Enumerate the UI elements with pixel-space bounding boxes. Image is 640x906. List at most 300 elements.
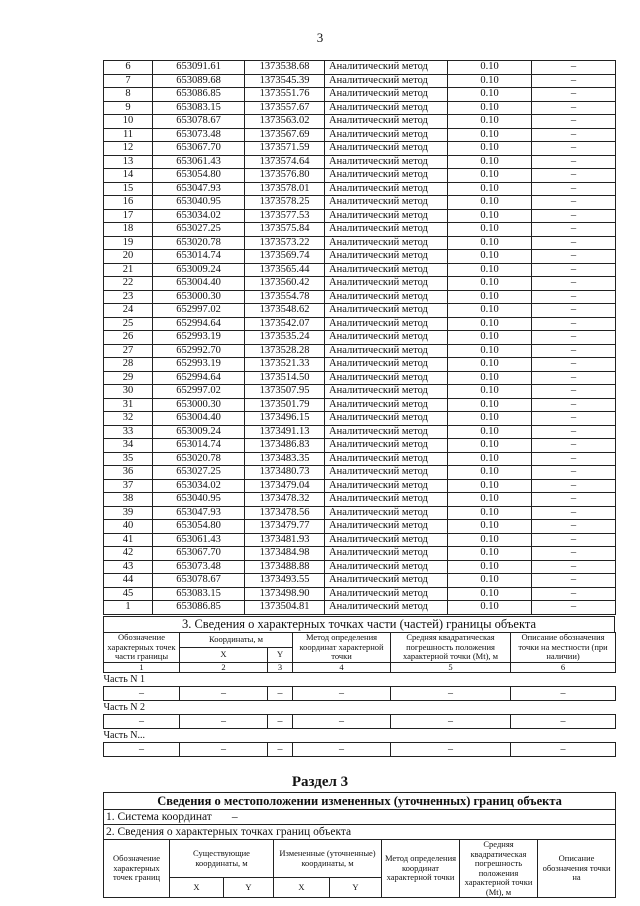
empty-value-cell: –: [511, 687, 616, 701]
description-cell: –: [532, 128, 616, 142]
y-coordinate-cell: 1373578.25: [245, 196, 325, 210]
y-coordinate-cell: 1373563.02: [245, 115, 325, 129]
y-coordinate-cell: 1373484.98: [245, 547, 325, 561]
s3-header-x: X: [170, 878, 224, 898]
method-cell: Аналитический метод: [325, 155, 448, 169]
point-number-cell: 31: [104, 398, 153, 412]
parts-header-x: X: [180, 647, 268, 662]
x-coordinate-cell: 652997.02: [153, 304, 245, 318]
method-cell: Аналитический метод: [325, 236, 448, 250]
method-cell: Аналитический метод: [325, 547, 448, 561]
description-cell: –: [532, 88, 616, 102]
x-coordinate-cell: 653040.95: [153, 196, 245, 210]
x-coordinate-cell: 653054.80: [153, 520, 245, 534]
part-empty-row: [104, 715, 616, 729]
description-cell: –: [532, 209, 616, 223]
part-label: Часть N 1: [104, 673, 616, 687]
point-number-cell: 30: [104, 385, 153, 399]
table-row: [104, 520, 616, 534]
y-coordinate-cell: 1373542.07: [245, 317, 325, 331]
description-cell: –: [532, 344, 616, 358]
accuracy-cell: 0.10: [448, 371, 532, 385]
part-label: Часть N 2: [104, 701, 616, 715]
method-cell: Аналитический метод: [325, 182, 448, 196]
accuracy-cell: 0.10: [448, 506, 532, 520]
y-coordinate-cell: 1373560.42: [245, 277, 325, 291]
method-cell: Аналитический метод: [325, 169, 448, 183]
point-number-cell: 40: [104, 520, 153, 534]
x-coordinate-cell: 653086.85: [153, 601, 245, 615]
parts-header-description: Описание обозначения точки на местности (при наличии): [511, 633, 616, 663]
y-coordinate-cell: 1373557.67: [245, 101, 325, 115]
table-row: [104, 371, 616, 385]
method-cell: Аналитический метод: [325, 506, 448, 520]
part-label: Часть N...: [104, 729, 616, 743]
y-coordinate-cell: 1373574.64: [245, 155, 325, 169]
parts-header-coords: Координаты, м: [180, 633, 293, 648]
point-number-cell: 23: [104, 290, 153, 304]
point-number-cell: 14: [104, 169, 153, 183]
point-number-cell: 7: [104, 74, 153, 88]
x-coordinate-cell: 653009.24: [153, 425, 245, 439]
table-row: [104, 128, 616, 142]
description-cell: –: [532, 398, 616, 412]
table-row: [104, 425, 616, 439]
x-coordinate-cell: 653004.40: [153, 412, 245, 426]
x-coordinate-cell: 653027.25: [153, 466, 245, 480]
accuracy-cell: 0.10: [448, 74, 532, 88]
point-number-cell: 13: [104, 155, 153, 169]
y-coordinate-cell: 1373486.83: [245, 439, 325, 453]
empty-value-cell: –: [180, 715, 268, 729]
y-coordinate-cell: 1373483.35: [245, 452, 325, 466]
empty-value-cell: –: [391, 715, 511, 729]
empty-value-cell: –: [104, 743, 180, 757]
y-coordinate-cell: 1373575.84: [245, 223, 325, 237]
y-coordinate-cell: 1373528.28: [245, 344, 325, 358]
table-row: [104, 587, 616, 601]
empty-value-cell: –: [180, 743, 268, 757]
characteristic-points-row: 2. Сведения о характерных точках границ объекта: [104, 825, 616, 840]
x-coordinate-cell: 653083.15: [153, 587, 245, 601]
parts-table: [103, 632, 616, 757]
accuracy-cell: 0.10: [448, 304, 532, 318]
empty-value-cell: –: [293, 743, 391, 757]
description-cell: –: [532, 74, 616, 88]
accuracy-cell: 0.10: [448, 209, 532, 223]
coordinate-system-label: 1. Система координат: [106, 811, 212, 823]
x-coordinate-cell: 653067.70: [153, 142, 245, 156]
description-cell: –: [532, 142, 616, 156]
description-cell: –: [532, 304, 616, 318]
table-row: [104, 479, 616, 493]
y-coordinate-cell: 1373478.56: [245, 506, 325, 520]
coordinate-system-value: –: [231, 811, 238, 823]
empty-value-cell: –: [268, 687, 293, 701]
point-number-cell: 33: [104, 425, 153, 439]
method-cell: Аналитический метод: [325, 439, 448, 453]
table-row: [104, 385, 616, 399]
table-row: [104, 196, 616, 210]
accuracy-cell: 0.10: [448, 466, 532, 480]
accuracy-cell: 0.10: [448, 88, 532, 102]
method-cell: Аналитический метод: [325, 263, 448, 277]
accuracy-cell: 0.10: [448, 115, 532, 129]
accuracy-cell: 0.10: [448, 533, 532, 547]
table-row: [104, 533, 616, 547]
table-row: [104, 601, 616, 615]
description-cell: –: [532, 520, 616, 534]
description-cell: –: [532, 452, 616, 466]
empty-value-cell: –: [511, 743, 616, 757]
method-cell: Аналитический метод: [325, 398, 448, 412]
accuracy-cell: 0.10: [448, 520, 532, 534]
method-cell: Аналитический метод: [325, 371, 448, 385]
y-coordinate-cell: 1373488.88: [245, 560, 325, 574]
coordinate-system-row: [104, 810, 616, 825]
description-cell: –: [532, 479, 616, 493]
empty-value-cell: –: [268, 715, 293, 729]
accuracy-cell: 0.10: [448, 182, 532, 196]
table-row: [104, 412, 616, 426]
parts-colnum: 4: [293, 662, 391, 673]
table-row: [104, 155, 616, 169]
method-cell: Аналитический метод: [325, 425, 448, 439]
description-cell: –: [532, 506, 616, 520]
section3-table-title: Сведения о местоположении измененных (уточненных) границ объекта: [104, 793, 616, 810]
point-number-cell: 17: [104, 209, 153, 223]
method-cell: Аналитический метод: [325, 128, 448, 142]
parts-header-designation: Обозначение характерных точек части границы: [104, 633, 180, 663]
point-number-cell: 42: [104, 547, 153, 561]
method-cell: Аналитический метод: [325, 533, 448, 547]
parts-colnum: 1: [104, 662, 180, 673]
parts-section-title: 3. Сведения о характерных точках части (частей) границы объекта: [103, 616, 615, 632]
table-row: [104, 493, 616, 507]
point-number-cell: 21: [104, 263, 153, 277]
accuracy-cell: 0.10: [448, 425, 532, 439]
x-coordinate-cell: 653000.30: [153, 398, 245, 412]
description-cell: –: [532, 115, 616, 129]
point-number-cell: 44: [104, 574, 153, 588]
y-coordinate-cell: 1373538.68: [245, 61, 325, 75]
table-row: [104, 223, 616, 237]
method-cell: Аналитический метод: [325, 196, 448, 210]
y-coordinate-cell: 1373551.76: [245, 88, 325, 102]
x-coordinate-cell: 653000.30: [153, 290, 245, 304]
x-coordinate-cell: 653047.93: [153, 506, 245, 520]
description-cell: –: [532, 155, 616, 169]
y-coordinate-cell: 1373571.59: [245, 142, 325, 156]
description-cell: –: [532, 533, 616, 547]
accuracy-cell: 0.10: [448, 547, 532, 561]
method-cell: Аналитический метод: [325, 101, 448, 115]
y-coordinate-cell: 1373479.77: [245, 520, 325, 534]
part-label-row: [104, 701, 616, 715]
table-row: [104, 506, 616, 520]
description-cell: –: [532, 601, 616, 615]
point-number-cell: 22: [104, 277, 153, 291]
accuracy-cell: 0.10: [448, 587, 532, 601]
description-cell: –: [532, 439, 616, 453]
accuracy-cell: 0.10: [448, 250, 532, 264]
method-cell: Аналитический метод: [325, 358, 448, 372]
method-cell: Аналитический метод: [325, 385, 448, 399]
method-cell: Аналитический метод: [325, 317, 448, 331]
method-cell: Аналитический метод: [325, 520, 448, 534]
point-number-cell: 1: [104, 601, 153, 615]
x-coordinate-cell: 652993.19: [153, 331, 245, 345]
description-cell: –: [532, 250, 616, 264]
description-cell: –: [532, 182, 616, 196]
x-coordinate-cell: 653086.85: [153, 88, 245, 102]
description-cell: –: [532, 385, 616, 399]
method-cell: Аналитический метод: [325, 331, 448, 345]
parts-colnum: 3: [268, 662, 293, 673]
y-coordinate-cell: 1373521.33: [245, 358, 325, 372]
part-label-row: [104, 673, 616, 687]
parts-colnum: 2: [180, 662, 268, 673]
x-coordinate-cell: 653061.43: [153, 155, 245, 169]
accuracy-cell: 0.10: [448, 277, 532, 291]
x-coordinate-cell: 653078.67: [153, 115, 245, 129]
point-number-cell: 43: [104, 560, 153, 574]
method-cell: Аналитический метод: [325, 304, 448, 318]
method-cell: Аналитический метод: [325, 587, 448, 601]
point-number-cell: 18: [104, 223, 153, 237]
section3-block: [103, 792, 615, 898]
method-cell: Аналитический метод: [325, 560, 448, 574]
part-empty-row: [104, 743, 616, 757]
x-coordinate-cell: 652992.70: [153, 344, 245, 358]
description-cell: –: [532, 263, 616, 277]
accuracy-cell: 0.10: [448, 155, 532, 169]
accuracy-cell: 0.10: [448, 385, 532, 399]
y-coordinate-cell: 1373491.13: [245, 425, 325, 439]
method-cell: Аналитический метод: [325, 493, 448, 507]
y-coordinate-cell: 1373548.62: [245, 304, 325, 318]
accuracy-cell: 0.10: [448, 263, 532, 277]
method-cell: Аналитический метод: [325, 209, 448, 223]
table-row: [104, 317, 616, 331]
method-cell: Аналитический метод: [325, 277, 448, 291]
y-coordinate-cell: 1373578.01: [245, 182, 325, 196]
empty-value-cell: –: [293, 687, 391, 701]
table-row: [104, 101, 616, 115]
y-coordinate-cell: 1373576.80: [245, 169, 325, 183]
s3-header-designation: Обозначение характерных точек границ: [104, 840, 170, 898]
x-coordinate-cell: 653034.02: [153, 479, 245, 493]
accuracy-cell: 0.10: [448, 196, 532, 210]
y-coordinate-cell: 1373573.22: [245, 236, 325, 250]
point-number-cell: 29: [104, 371, 153, 385]
x-coordinate-cell: 653014.74: [153, 439, 245, 453]
point-number-cell: 9: [104, 101, 153, 115]
description-cell: –: [532, 196, 616, 210]
point-number-cell: 8: [104, 88, 153, 102]
description-cell: –: [532, 587, 616, 601]
point-number-cell: 15: [104, 182, 153, 196]
description-cell: –: [532, 425, 616, 439]
description-cell: –: [532, 61, 616, 75]
accuracy-cell: 0.10: [448, 574, 532, 588]
x-coordinate-cell: 653089.68: [153, 74, 245, 88]
y-coordinate-cell: 1373496.15: [245, 412, 325, 426]
x-coordinate-cell: 653083.15: [153, 101, 245, 115]
s3-header-accuracy: Средняя квадратическая погрешность положения характерной точки (Mt), м: [460, 840, 538, 898]
x-coordinate-cell: 653034.02: [153, 209, 245, 223]
x-coordinate-cell: 652994.64: [153, 317, 245, 331]
empty-value-cell: –: [268, 743, 293, 757]
table-row: [104, 263, 616, 277]
x-coordinate-cell: 653004.40: [153, 277, 245, 291]
y-coordinate-cell: 1373535.24: [245, 331, 325, 345]
x-coordinate-cell: 653078.67: [153, 574, 245, 588]
s3-header-existing: Существующие координаты, м: [170, 840, 274, 878]
point-number-cell: 26: [104, 331, 153, 345]
accuracy-cell: 0.10: [448, 223, 532, 237]
accuracy-cell: 0.10: [448, 358, 532, 372]
y-coordinate-cell: 1373569.74: [245, 250, 325, 264]
point-number-cell: 11: [104, 128, 153, 142]
description-cell: –: [532, 290, 616, 304]
x-coordinate-cell: 653047.93: [153, 182, 245, 196]
method-cell: Аналитический метод: [325, 344, 448, 358]
part-empty-row: [104, 687, 616, 701]
description-cell: –: [532, 371, 616, 385]
table-row: [104, 209, 616, 223]
method-cell: Аналитический метод: [325, 115, 448, 129]
method-cell: Аналитический метод: [325, 88, 448, 102]
table-row: [104, 115, 616, 129]
point-number-cell: 45: [104, 587, 153, 601]
method-cell: Аналитический метод: [325, 574, 448, 588]
point-number-cell: 35: [104, 452, 153, 466]
description-cell: –: [532, 317, 616, 331]
point-number-cell: 27: [104, 344, 153, 358]
s3-header-method: Метод определения координат характерной точки: [382, 840, 460, 898]
accuracy-cell: 0.10: [448, 331, 532, 345]
y-coordinate-cell: 1373545.39: [245, 74, 325, 88]
table-row: [104, 142, 616, 156]
table-row: [104, 344, 616, 358]
accuracy-cell: 0.10: [448, 317, 532, 331]
y-coordinate-cell: 1373501.79: [245, 398, 325, 412]
section3-heading: Раздел 3: [291, 774, 349, 790]
x-coordinate-cell: 653027.25: [153, 223, 245, 237]
parts-header-method: Метод определения координат характерной точки: [293, 633, 391, 663]
table-row: [104, 88, 616, 102]
empty-value-cell: –: [180, 687, 268, 701]
point-number-cell: 12: [104, 142, 153, 156]
point-number-cell: 6: [104, 61, 153, 75]
description-cell: –: [532, 331, 616, 345]
point-number-cell: 32: [104, 412, 153, 426]
accuracy-cell: 0.10: [448, 493, 532, 507]
table-row: [104, 290, 616, 304]
table-row: [104, 574, 616, 588]
accuracy-cell: 0.10: [448, 344, 532, 358]
y-coordinate-cell: 1373554.78: [245, 290, 325, 304]
description-cell: –: [532, 466, 616, 480]
y-coordinate-cell: 1373504.81: [245, 601, 325, 615]
empty-value-cell: –: [104, 715, 180, 729]
description-cell: –: [532, 412, 616, 426]
x-coordinate-cell: 653073.48: [153, 128, 245, 142]
table-row: [104, 547, 616, 561]
y-coordinate-cell: 1373480.73: [245, 466, 325, 480]
s3-header-changed: Измененные (уточненные) координаты, м: [274, 840, 382, 878]
description-cell: –: [532, 101, 616, 115]
x-coordinate-cell: 653067.70: [153, 547, 245, 561]
point-number-cell: 28: [104, 358, 153, 372]
table-row: [104, 169, 616, 183]
point-number-cell: 37: [104, 479, 153, 493]
method-cell: Аналитический метод: [325, 452, 448, 466]
x-coordinate-cell: 653009.24: [153, 263, 245, 277]
y-coordinate-cell: 1373481.93: [245, 533, 325, 547]
point-number-cell: 24: [104, 304, 153, 318]
table-row: [104, 182, 616, 196]
point-number-cell: 25: [104, 317, 153, 331]
method-cell: Аналитический метод: [325, 412, 448, 426]
accuracy-cell: 0.10: [448, 601, 532, 615]
point-number-cell: 10: [104, 115, 153, 129]
y-coordinate-cell: 1373507.95: [245, 385, 325, 399]
accuracy-cell: 0.10: [448, 560, 532, 574]
description-cell: –: [532, 277, 616, 291]
s3-header-y: Y: [224, 878, 274, 898]
point-number-cell: 34: [104, 439, 153, 453]
method-cell: Аналитический метод: [325, 466, 448, 480]
empty-value-cell: –: [511, 715, 616, 729]
accuracy-cell: 0.10: [448, 398, 532, 412]
y-coordinate-cell: 1373577.53: [245, 209, 325, 223]
s3-header-x: X: [274, 878, 330, 898]
accuracy-cell: 0.10: [448, 479, 532, 493]
y-coordinate-cell: 1373565.44: [245, 263, 325, 277]
description-cell: –: [532, 574, 616, 588]
point-number-cell: 16: [104, 196, 153, 210]
parts-header-y: Y: [268, 647, 293, 662]
accuracy-cell: 0.10: [448, 142, 532, 156]
y-coordinate-cell: 1373493.55: [245, 574, 325, 588]
x-coordinate-cell: 652993.19: [153, 358, 245, 372]
table-row: [104, 560, 616, 574]
point-number-cell: 19: [104, 236, 153, 250]
description-cell: –: [532, 560, 616, 574]
x-coordinate-cell: 653040.95: [153, 493, 245, 507]
accuracy-cell: 0.10: [448, 101, 532, 115]
method-cell: Аналитический метод: [325, 290, 448, 304]
description-cell: –: [532, 358, 616, 372]
point-number-cell: 41: [104, 533, 153, 547]
table-row: [104, 466, 616, 480]
s3-header-description: Описание обозначения точки на: [538, 840, 616, 898]
accuracy-cell: 0.10: [448, 61, 532, 75]
x-coordinate-cell: 653054.80: [153, 169, 245, 183]
method-cell: Аналитический метод: [325, 223, 448, 237]
y-coordinate-cell: 1373478.32: [245, 493, 325, 507]
table-row: [104, 277, 616, 291]
accuracy-cell: 0.10: [448, 169, 532, 183]
table-row: [104, 236, 616, 250]
empty-value-cell: –: [293, 715, 391, 729]
table-row: [104, 439, 616, 453]
table-row: [104, 74, 616, 88]
x-coordinate-cell: 652994.64: [153, 371, 245, 385]
coordinates-table: [103, 60, 616, 615]
